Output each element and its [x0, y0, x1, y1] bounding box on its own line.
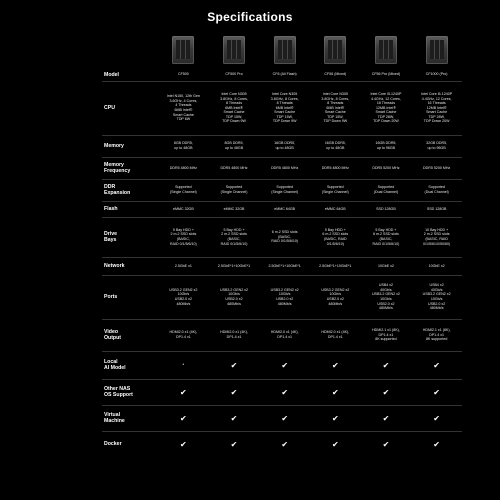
- feature-cell: [259, 379, 310, 405]
- spec-cell: USB4 x2 40Gb/s USB3.2 GEN2 x2 10Gb/s USB2.0 x2 480Mb/s: [361, 275, 412, 319]
- spec-row-network: [102, 257, 462, 275]
- checkmark-icon: ✔: [382, 387, 390, 397]
- feature-cell: [361, 379, 412, 405]
- nas-device-icon: [274, 36, 296, 64]
- spec-cell: HDMI2.0 x1 (4K), DP1.4 x1: [158, 319, 209, 351]
- feature-cell: [411, 431, 462, 457]
- model-row: [102, 69, 462, 81]
- spec-row-flash: [102, 201, 462, 217]
- checkmark-icon: ✔: [433, 413, 440, 423]
- checkmark-icon: ✔: [331, 439, 339, 449]
- product-name: CF56 Pro (Mixed): [371, 72, 401, 77]
- spec-cell: SSD 128GB: [411, 201, 462, 217]
- row-label: CPU: [102, 81, 158, 135]
- spec-cell: 2.5GbE*1+10GbE*1: [209, 257, 260, 275]
- row-label: Memory: [102, 135, 158, 157]
- feature-cell: [209, 431, 260, 457]
- spec-cell: 10GbE x2: [411, 257, 462, 275]
- feature-cell: [158, 405, 209, 431]
- spec-cell: 8GB DDR5, up to 48GB: [158, 135, 209, 157]
- spec-cell: 16GB DDR5, up to 96GB: [361, 135, 412, 157]
- checkmark-icon: ✔: [433, 387, 440, 397]
- product-name: CF6 (All Flash): [272, 72, 297, 77]
- nas-device-icon: [223, 36, 245, 64]
- feature-cell: [158, 351, 209, 379]
- checkmark-icon: ✔: [382, 439, 390, 449]
- checkmark-icon: ✔: [230, 439, 238, 449]
- checkmark-icon: ✔: [331, 413, 339, 423]
- row-label: Ports: [102, 275, 158, 319]
- row-label: DDR Expansion: [102, 179, 158, 201]
- dot-icon: •: [182, 361, 185, 368]
- row-label: Memory Frequency: [102, 157, 158, 179]
- spec-cell: Supported (Single Channel): [310, 179, 361, 201]
- spec-row-ports: [102, 275, 462, 319]
- nas-device-icon: [172, 36, 194, 64]
- spec-cell: Supported (Dual Channel): [411, 179, 462, 201]
- feature-cell: [259, 405, 310, 431]
- page-title: Specifications: [207, 10, 293, 24]
- feature-row-docker: [102, 431, 462, 457]
- spec-cell: HDMI2.1 x1 (8K), DP1.4 x1 8K supported: [361, 319, 412, 351]
- feature-cell: [310, 431, 361, 457]
- spec-row-drive-bays: [102, 217, 462, 257]
- row-label: Video Output: [102, 319, 158, 351]
- row-label: Other NAS OS Support: [102, 379, 158, 405]
- row-label: Flash: [102, 201, 158, 217]
- spec-cell: USB4 x2 40Gb/s USB3.2 GEN2 x2 10Gb/s USB2.0 x2 480Mb/s: [411, 275, 462, 319]
- checkmark-icon: ✔: [433, 439, 440, 449]
- product-name: CF500 Pro: [225, 72, 243, 77]
- row-label: Model: [104, 71, 119, 78]
- nas-device-icon: [426, 36, 448, 64]
- spec-cell: 5 Bay HDD + 6 m.2 SSD slots (BASIC, RAID 0/1/5/6/10): [361, 217, 412, 257]
- checkmark-icon: ✔: [180, 413, 187, 423]
- spec-cell: HDMI2.0 x1 (4K), DP1.4 x1: [209, 319, 260, 351]
- feature-cell: [361, 351, 412, 379]
- spec-cell: USB3.2 GEN2 x2 10Gb/s USB2.0 x2 480Mb/s: [259, 275, 310, 319]
- spec-row-video-output: [102, 319, 462, 351]
- spec-cell: DDR5 5200 MHz: [411, 157, 462, 179]
- nas-device-icon: [375, 36, 397, 64]
- feature-cell: [411, 405, 462, 431]
- feature-cell: [259, 351, 310, 379]
- spec-cell: HDMI2.0 x1 (4K), DP1.4 x1: [310, 319, 361, 351]
- spec-row-memory: [102, 135, 462, 157]
- feature-cell: [259, 431, 310, 457]
- feature-cell: [310, 379, 361, 405]
- checkmark-icon: ✔: [382, 360, 390, 370]
- spec-cell: 5 Bay HDD + 2 m.2 SSD slots (BASIC, RAID 0/1/5/6/10): [209, 217, 260, 257]
- spec-cell: Intel Core i5-1240P 4.4GHz, 12 Cores, 16 Threads 12MB Intel® Smart Cache TDP 28W, TDP Down 20W: [411, 81, 462, 135]
- feature-cell: [209, 351, 260, 379]
- spec-cell: DDR5 4800 MHz: [158, 157, 209, 179]
- row-label: Network: [102, 257, 158, 275]
- spec-cell: 8GB DDR5, up to 48GB: [209, 135, 260, 157]
- spec-cell: 5 Bay HDD + 2 m.2 SSD slots (BASIC, RAID 0/1/5/6/10): [158, 217, 209, 257]
- spec-cell: eMMC 64GB: [259, 201, 310, 217]
- checkmark-icon: ✔: [230, 413, 238, 423]
- feature-cell: [411, 379, 462, 405]
- feature-row-local-ai: [102, 351, 462, 379]
- spec-cell: Intel Core N305 3.8GHz, 8 Cores, 8 Threads 6MB Intel® Smart Cache TDP 15W, TDP Down 9W: [310, 81, 361, 135]
- row-label: Docker: [102, 431, 158, 457]
- feature-cell: [361, 431, 412, 457]
- product-name: CF500: [177, 72, 189, 77]
- spec-cell: 16GB DDR5, up to 48GB: [259, 135, 310, 157]
- spec-cell: Intel Core N305 3.8GHz, 8 Cores, 8 Threads 6MB Intel® Smart Cache TDP 15W, TDP Down 9W: [259, 81, 310, 135]
- spec-cell: HDMI2.1 x1 (8K), DP1.4 x1 8K supported: [411, 319, 462, 351]
- spec-cell: DDR5 4800 MHz: [310, 157, 361, 179]
- product-name: CF56 (Mixed): [324, 72, 347, 77]
- spec-cell: 2.5GbE*1+10GbE*1: [259, 257, 310, 275]
- checkmark-icon: ✔: [382, 413, 390, 423]
- spec-cell: 2.5GbE*1+10GbE*1: [310, 257, 361, 275]
- row-label: Local AI Model: [102, 351, 158, 379]
- spec-cell: DDR5 5200 MHz: [361, 157, 412, 179]
- spec-cell: Supported (Single Channel): [259, 179, 310, 201]
- spec-cell: Intel Core N305 3.8GHz, 8 Cores, 8 Threads 6MB Intel® Smart Cache TDP 15W, TDP Down 9W: [209, 81, 260, 135]
- spec-cell: eMMC 32GB: [209, 201, 260, 217]
- feature-row-other-nas-os: [102, 379, 462, 405]
- nas-device-icon: [324, 36, 346, 64]
- spec-cell: SSD 128GB: [361, 201, 412, 217]
- spec-cell: Intel N150, 12th Gen 3.6GHz, 4 Cores, 4 Threads 6MB Intel® Smart Cache TDP 6W: [158, 81, 209, 135]
- feature-cell: [158, 379, 209, 405]
- feature-cell: [209, 405, 260, 431]
- checkmark-icon: ✔: [433, 360, 440, 370]
- spec-cell: 10GbE x2: [361, 257, 412, 275]
- feature-cell: [361, 405, 412, 431]
- checkmark-icon: ✔: [230, 360, 238, 370]
- checkmark-icon: ✔: [180, 439, 187, 449]
- checkmark-icon: ✔: [281, 387, 289, 397]
- spec-cell: USB3.2 GEN2 x2 10Gb/s USB2.0 x2 480Mb/s: [158, 275, 209, 319]
- spec-cell: 16GB DDR5, up to 48GB: [310, 135, 361, 157]
- spec-cell: USB3.2 GEN2 x2 10Gb/s USB2.0 x2 480Mb/s: [209, 275, 260, 319]
- feature-cell: [209, 379, 260, 405]
- spec-cell: eMMC 64GB: [310, 201, 361, 217]
- product-name: CF1000 (Pro): [425, 72, 448, 77]
- spec-table: [102, 31, 462, 457]
- spec-cell: HDMI2.0 x1 (4K), DP1.4 x1: [259, 319, 310, 351]
- feature-row-virtual-machine: [102, 405, 462, 431]
- spec-row-cpu: [102, 81, 462, 135]
- spec-cell: 10 Bay HDD + 2 m.2 SSD slots (BASIC, RAID 0/1/5/6/10/50/60): [411, 217, 462, 257]
- image-row: [102, 31, 462, 69]
- spec-row-ddr-expansion: [102, 179, 462, 201]
- spec-cell: 32GB DDR5, up to 96GB: [411, 135, 462, 157]
- checkmark-icon: ✔: [281, 360, 289, 370]
- spec-cell: DDR5 4800 MHz: [209, 157, 260, 179]
- checkmark-icon: ✔: [180, 387, 187, 397]
- row-label: Virtual Machine: [102, 405, 158, 431]
- spec-cell: Supported (Single Channel): [158, 179, 209, 201]
- spec-cell: Supported (Dual Channel): [361, 179, 412, 201]
- checkmark-icon: ✔: [331, 387, 339, 397]
- spec-cell: 5 Bay HDD + 6 m.2 SSD slots (BASIC, RAID 0/1/5/6/10): [310, 217, 361, 257]
- feature-cell: [310, 405, 361, 431]
- checkmark-icon: ✔: [331, 360, 339, 370]
- spec-cell: eMMC 32GB: [158, 201, 209, 217]
- spec-row-memory-frequency: [102, 157, 462, 179]
- spec-cell: DDR5 4800 MHz: [259, 157, 310, 179]
- spec-cell: 6 m.2 SSD slots (BASIC, RAID 0/1/5/6/10): [259, 217, 310, 257]
- checkmark-icon: ✔: [281, 439, 289, 449]
- spec-cell: 2.5GbE x1: [158, 257, 209, 275]
- row-label: Drive Bays: [102, 217, 158, 257]
- spec-cell: Supported (Single Channel): [209, 179, 260, 201]
- feature-cell: [310, 351, 361, 379]
- spec-cell: USB3.2 GEN2 x2 10Gb/s USB2.0 x2 480Mb/s: [310, 275, 361, 319]
- spec-cell: Intel Core i5-1240P 4.4GHz, 12 Cores, 16 Threads 12MB Intel® Smart Cache TDP 28W, TDP Down 20W: [361, 81, 412, 135]
- checkmark-icon: ✔: [230, 387, 238, 397]
- feature-cell: [411, 351, 462, 379]
- feature-cell: [158, 431, 209, 457]
- checkmark-icon: ✔: [281, 413, 289, 423]
